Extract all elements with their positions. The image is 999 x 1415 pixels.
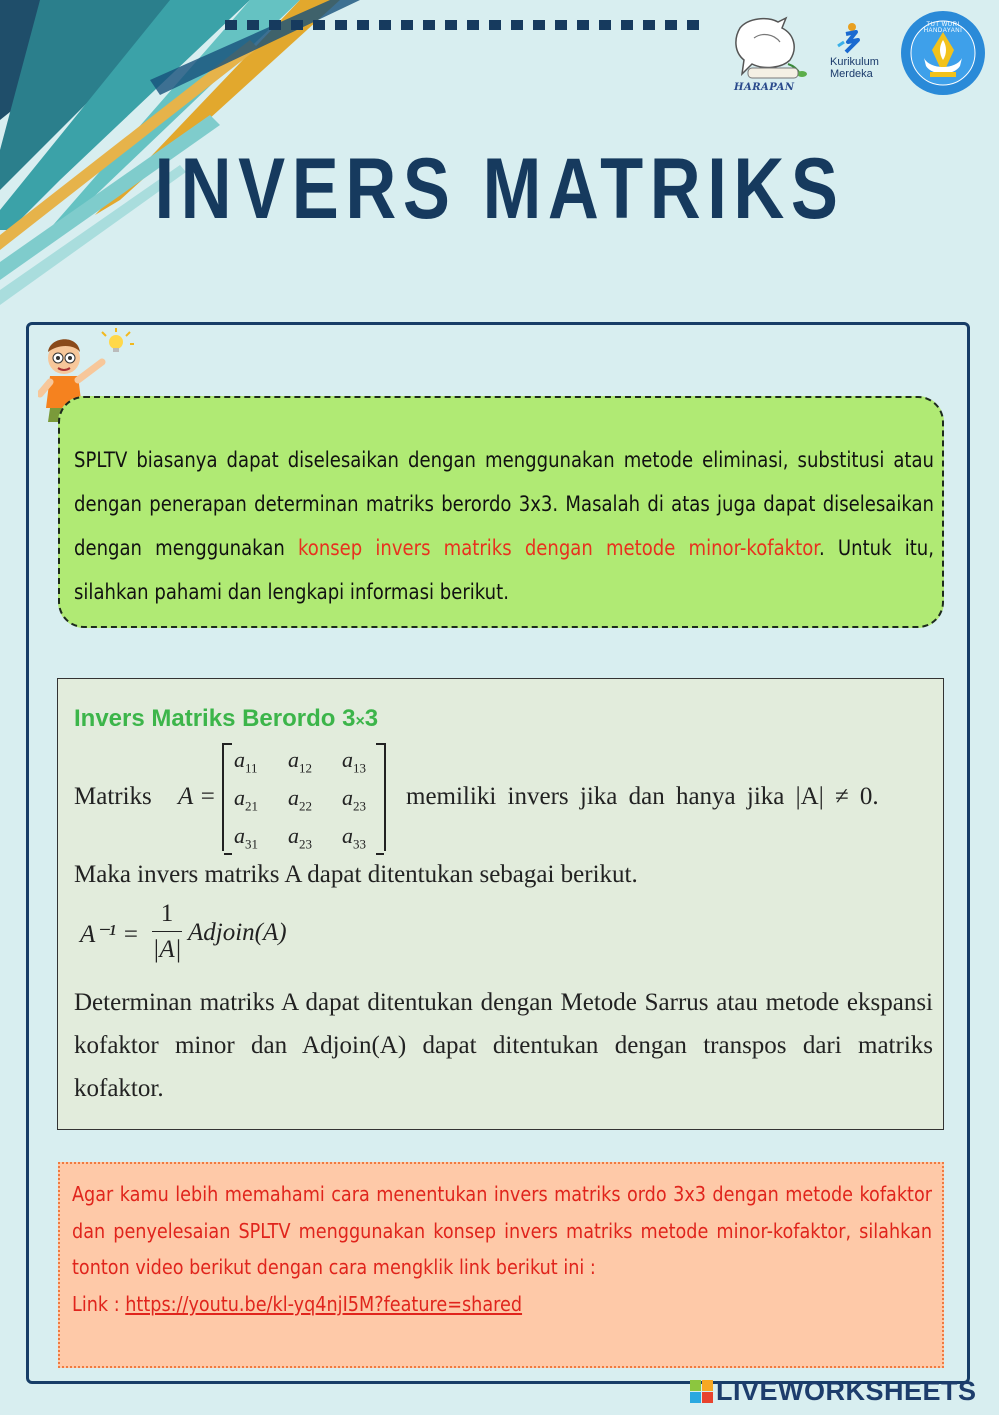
matrix-definition <box>74 741 933 859</box>
video-link-line <box>72 1286 932 1323</box>
matrix-name: A = <box>178 783 216 810</box>
matrix-cell: $a_{22}$ <box>288 785 312 814</box>
header-logos <box>728 8 988 100</box>
dove-icon <box>728 8 818 84</box>
matrix-cell: $a_{12}$ <box>288 747 312 776</box>
then-line: Maka invers matriks A dapat ditentukan sebagai berikut. <box>74 861 638 888</box>
formula-denominator: |A| <box>152 936 182 963</box>
harapan-logo <box>728 8 818 100</box>
watermark-text: LIVEWORKSHEETS <box>716 1376 977 1406</box>
matrix-label: Matriks <box>74 783 152 810</box>
formula-numerator: 1 <box>152 897 182 932</box>
video-paragraph: Agar kamu lebih memahami cara menentukan invers matriks ordo 3x3 dengan metode kofaktor dan penyelesaian SPLTV menggunakan konsep invers matriks metode minor-kofaktor, silahkan tonton video berikut dengan cara mengklik link berikut ini : <box>72 1182 932 1279</box>
inverse-formula <box>74 897 933 981</box>
kurikulum-merdeka-logo <box>828 22 898 82</box>
intro-box <box>58 396 944 628</box>
link-label: Link : <box>72 1291 126 1316</box>
page-title: INVERS MATRIKS <box>154 141 845 237</box>
info-box <box>57 678 944 1130</box>
matrix-cell: $a_{21}$ <box>234 785 258 814</box>
matrix-a <box>178 741 404 855</box>
video-link[interactable]: https://youtu.be/kl-yq4njI5M?feature=shared <box>125 1291 523 1316</box>
intro-highlight: konsep invers matriks dengan metode minor-kofaktor <box>297 536 820 560</box>
matrix-cell: $a_{23}$ <box>342 785 366 814</box>
liveworksheets-logo-icon <box>690 1380 714 1404</box>
matrix-cell: $a_{23}$ <box>288 823 312 852</box>
invertibility-condition: memiliki invers jika dan hanya jika |A| ≠ 0. <box>406 783 879 810</box>
harapan-text: HARAPAN <box>734 82 795 93</box>
tut-wuri-text: TUT WURI HANDAYANI <box>923 22 963 34</box>
kurikulum-text: Kurikulum Merdeka <box>830 56 879 80</box>
intro-paragraph: SPLTV biasanya dapat diselesaikan dengan menggunakan metode eliminasi, substitusi atau dengan penerapan determinan matriks berordo 3x3. Masalah di atas juga dapat diselesaikan dengan menggunakan konsep invers matriks dengan metode minor-kofaktor. Untuk itu, silahkan pahami dan lengkapi informasi berikut. <box>74 448 934 604</box>
kurikulum-icon <box>828 22 868 56</box>
matrix-cell: $a_{13}$ <box>342 747 366 776</box>
matrix-cell: $a_{33}$ <box>342 823 366 852</box>
decorative-dashes <box>225 18 715 32</box>
video-box <box>58 1162 944 1368</box>
formula-rhs: Adjoin(A) <box>188 919 287 946</box>
matrix-cell: $a_{11}$ <box>234 747 258 776</box>
closing-paragraph: Determinan matriks A dapat ditentukan dengan Metode Sarrus atau metode ekspansi kofaktor minor dan Adjoin(A) dapat ditentukan dengan transpos dari matriks kofaktor. <box>74 989 933 1102</box>
info-title: Invers Matriks Berordo 3×3 <box>74 705 379 732</box>
formula-lhs: A⁻¹ = <box>80 921 140 948</box>
matrix-cell: $a_{31}$ <box>234 823 258 852</box>
matrix-brackets <box>222 743 386 851</box>
formula-fraction <box>152 897 182 968</box>
liveworksheets-watermark <box>690 1376 990 1410</box>
tut-wuri-handayani-logo <box>900 10 986 96</box>
